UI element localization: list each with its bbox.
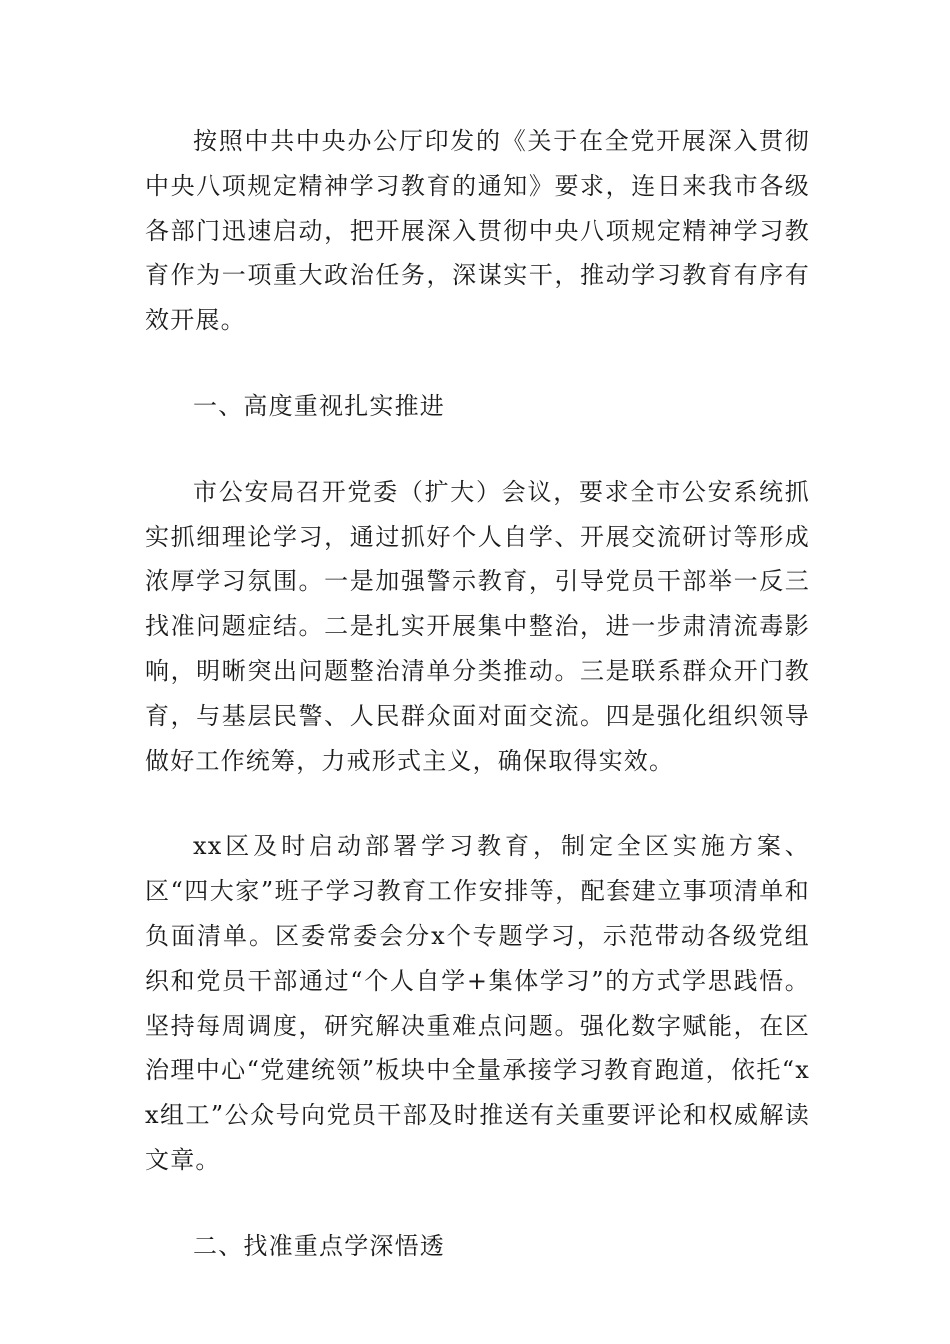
section-heading-2: 二、找准重点学深悟透 <box>193 1231 445 1260</box>
section-1-paragraph-1: 市公安局召开党委（扩大）会议，要求全市公安系统抓实抓细理论学习，通过抓好个人自学、开展交流研讨等形成浓厚学习氛围。一是加强警示教育，引导党员干部举一反三找准问题症结。二是扎实开展集中整治，进一步肃清流毒影响，明晰突出问题整治清单分类推动。三是联系群众开门教育，与基层民警、人民群众面对面交流。四是强化组织领导做好工作统筹，力戒形式主义，确保取得实效。 <box>145 477 810 775</box>
intro-paragraph: 按照中共中央办公厅印发的《关于在全党开展深入贯彻中央八项规定精神学习教育的通知》要求，连日来我市各级各部门迅速启动，把开展深入贯彻中央八项规定精神学习教育作为一项重大政治任务，深谋实干，推动学习教育有序有效开展。 <box>145 127 810 335</box>
section-1-paragraph-2: xx区及时启动部署学习教育，制定全区实施方案、区“四大家”班子学习教育工作安排等，配套建立事项清单和负面清单。区委常委会分x个专题学习，示范带动各级党组织和党员干部通过“个人自学+集体学习”的方式学思践悟。坚持每周调度，研究解决重难点问题。强化数字赋能，在区治理中心“党建统领”板块中全量承接学习教育跑道，依托“xx组工”公众号向党员干部及时推送有关重要评论和权威解读文章。 <box>145 832 810 1174</box>
section-heading-1: 一、高度重视扎实推进 <box>193 391 445 420</box>
document-body <box>145 119 810 1269</box>
